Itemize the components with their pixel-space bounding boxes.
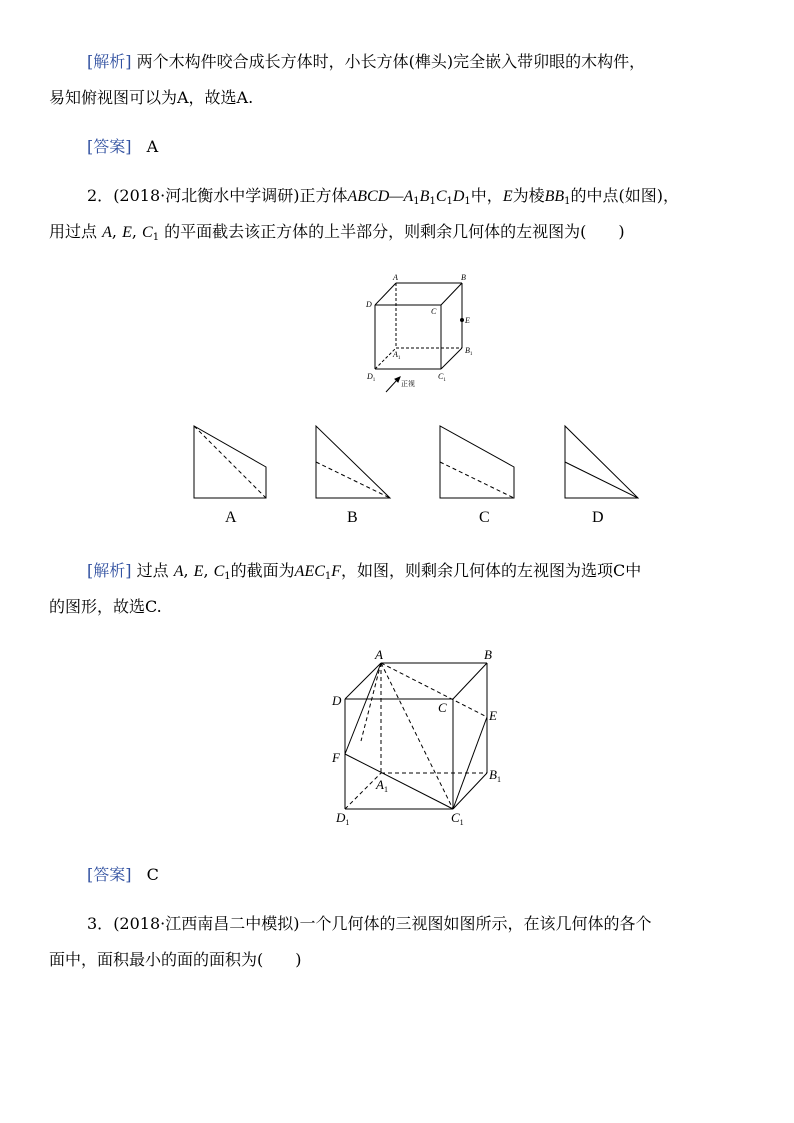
analysis-1-line-1: [解析] 两个木构件咬合成长方体时，小长方体(榫头)完全嵌入带卯眼的木构件， xyxy=(87,52,646,71)
question-2-line-2: 用过点 A, E, $C_1$ 的平面截去该正方体的上半部分，则剩余几何体的左视图为( ) xyxy=(49,222,625,243)
fig1-label-D: D xyxy=(366,300,372,309)
analysis-2-line-2: 的图形，故选C. xyxy=(49,597,162,616)
fig2-label-D1: $D_1$ xyxy=(336,810,350,827)
fig1-label-D1: $D_1$ xyxy=(367,372,376,383)
fig2-label-F: F xyxy=(332,750,340,765)
question-3-line-2: 面中，面积最小的面的面积为( ) xyxy=(49,950,302,969)
option-a-label: A xyxy=(225,509,237,526)
answer-tag: [答案] xyxy=(87,137,132,156)
fig1-label-C1: $C_1$ xyxy=(438,372,446,383)
fig1-label-A1: $A_1$ xyxy=(393,350,401,361)
answer-value: C xyxy=(146,865,159,884)
option-b-figure xyxy=(316,426,390,498)
option-a-figure xyxy=(194,426,266,498)
fig2-label-B: B xyxy=(484,647,492,662)
fig2-label-A: A xyxy=(375,647,383,662)
question-2-line-1: 2．(2018·河北衡水中学调研)正方体$ABCD—A_1B_1C_1D_1$中，E为棱$BB_1$的中点(如图)， xyxy=(87,186,680,207)
fig1-label-B1: $B_1$ xyxy=(465,346,473,357)
fig1-label-C: C xyxy=(431,307,437,316)
fig2-label-A1: $A_1$ xyxy=(376,777,388,794)
answer-value: A xyxy=(146,137,159,156)
option-c-label: C xyxy=(479,509,490,526)
fig1-front-view-label: 正视 xyxy=(401,380,415,388)
fig1-label-B: B xyxy=(461,273,466,282)
fig2-label-C1: $C_1$ xyxy=(451,810,464,827)
option-b-label: B xyxy=(347,509,358,526)
fig2-label-C: C xyxy=(438,700,447,715)
analysis-tag: [解析] xyxy=(87,52,132,71)
option-c-figure xyxy=(440,426,514,498)
analysis-2-line-1: [解析] 过点 A, E, $C_1$的截面为$AEC_1F$，如图，则剩余几何体的左视图为选项C中 xyxy=(87,561,642,582)
fig2-label-E: E xyxy=(489,708,497,723)
option-d-figure xyxy=(565,426,638,498)
answer-tag: [答案] xyxy=(87,865,132,884)
cube-figure-2 xyxy=(345,663,487,809)
fig1-label-A: A xyxy=(393,273,398,282)
cube-figure-1 xyxy=(375,283,464,392)
analysis-1-line-2: 易知俯视图可以为A，故选A. xyxy=(49,88,254,107)
option-d-label: D xyxy=(592,509,604,526)
question-3-line-1: 3．(2018·江西南昌二中模拟)一个几何体的三视图如图所示，在该几何体的各个 xyxy=(87,914,652,933)
fig1-label-E: E xyxy=(465,316,470,325)
fig2-label-B1: $B_1$ xyxy=(489,767,501,784)
answer-2 xyxy=(87,865,159,885)
fig2-label-D: D xyxy=(332,693,342,708)
